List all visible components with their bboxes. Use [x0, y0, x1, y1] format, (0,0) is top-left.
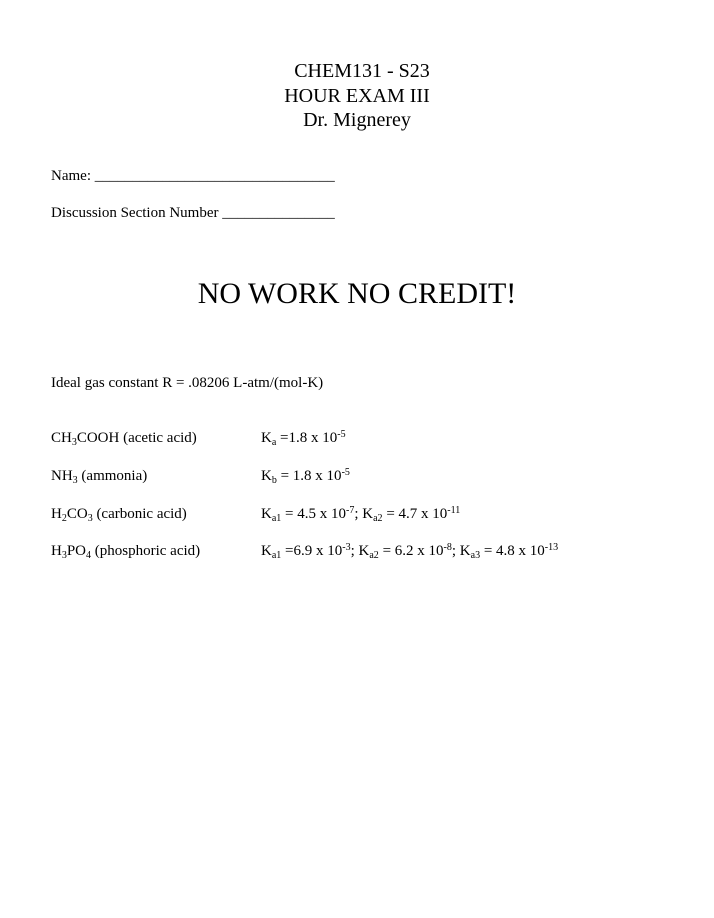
- gas-constant-line: Ideal gas constant R = .08206 L-atm/(mol-K): [51, 375, 324, 391]
- constant-exponent: -5: [341, 467, 350, 478]
- constant-subscript: a1: [271, 550, 282, 561]
- compound-row-phosphoric-acid: [51, 542, 671, 562]
- constant-subscript: a2: [369, 550, 379, 561]
- constant-exponent: -8: [443, 542, 452, 553]
- formula-subscript: 3: [71, 437, 77, 448]
- formula-part: CH: [51, 430, 72, 446]
- formula-part: H: [51, 506, 62, 522]
- constant-symbol: ; K: [350, 543, 370, 559]
- formula-part: (phosphoric acid): [91, 543, 201, 559]
- name-field[interactable]: Name: ________________________________: [51, 168, 335, 184]
- dissociation-constant: [261, 429, 346, 447]
- constant-subscript: a3: [470, 550, 481, 561]
- compound-row-acetic-acid: [51, 429, 671, 449]
- constant-value: = 6.2 x 10: [378, 543, 444, 559]
- formula-subscript: 3: [87, 513, 93, 524]
- formula-part: COOH (acetic acid): [76, 430, 197, 446]
- formula-subscript: 3: [61, 550, 67, 561]
- constant-symbol: ; K: [354, 506, 374, 522]
- dissociation-constant: [261, 542, 558, 560]
- constant-value: = 4.7 x 10: [382, 506, 448, 522]
- constant-exponent: -5: [337, 429, 346, 440]
- dissociation-constant: [261, 505, 460, 523]
- constant-value: =1.8 x 10: [276, 430, 338, 446]
- constant-symbol: ; K: [451, 543, 471, 559]
- formula-part: (ammonia): [77, 468, 148, 484]
- compound-formula: [51, 542, 200, 560]
- formula-subscript: 4: [86, 550, 92, 561]
- no-work-no-credit-banner: NO WORK NO CREDIT!: [197, 277, 517, 310]
- constant-subscript: a: [271, 437, 277, 448]
- formula-part: H: [51, 543, 62, 559]
- compound-formula: [51, 467, 147, 485]
- compound-row-ammonia: [51, 467, 671, 487]
- constant-symbol: K: [261, 468, 272, 484]
- constant-exponent: -7: [346, 505, 355, 516]
- constant-value: = 4.8 x 10: [480, 543, 545, 559]
- dissociation-constant: [261, 467, 350, 485]
- exam-title: HOUR EXAM III: [284, 85, 430, 107]
- constant-value: = 1.8 x 10: [276, 468, 342, 484]
- constant-symbol: K: [261, 506, 272, 522]
- formula-part: (carbonic acid): [92, 506, 187, 522]
- course-title: CHEM131 - S23: [294, 60, 430, 82]
- formula-part: NH: [51, 468, 73, 484]
- constant-subscript: a1: [271, 513, 282, 524]
- compound-row-carbonic-acid: [51, 505, 671, 525]
- formula-part: CO: [66, 506, 88, 522]
- constant-exponent: -13: [544, 542, 559, 553]
- constant-subscript: b: [271, 475, 277, 486]
- formula-subscript: 2: [61, 513, 67, 524]
- discussion-section-field[interactable]: Discussion Section Number _______________: [51, 205, 335, 221]
- formula-subscript: 3: [72, 475, 78, 486]
- constant-exponent: -11: [447, 505, 461, 516]
- constant-value: =6.9 x 10: [281, 543, 343, 559]
- constant-symbol: K: [261, 430, 272, 446]
- compound-formula: [51, 505, 187, 523]
- constant-value: = 4.5 x 10: [281, 506, 347, 522]
- constant-symbol: K: [261, 543, 272, 559]
- compound-formula: [51, 429, 197, 447]
- instructor-name: Dr. Mignerey: [303, 109, 411, 131]
- constant-exponent: -3: [342, 542, 351, 553]
- constant-subscript: a2: [373, 513, 383, 524]
- formula-part: PO: [66, 543, 87, 559]
